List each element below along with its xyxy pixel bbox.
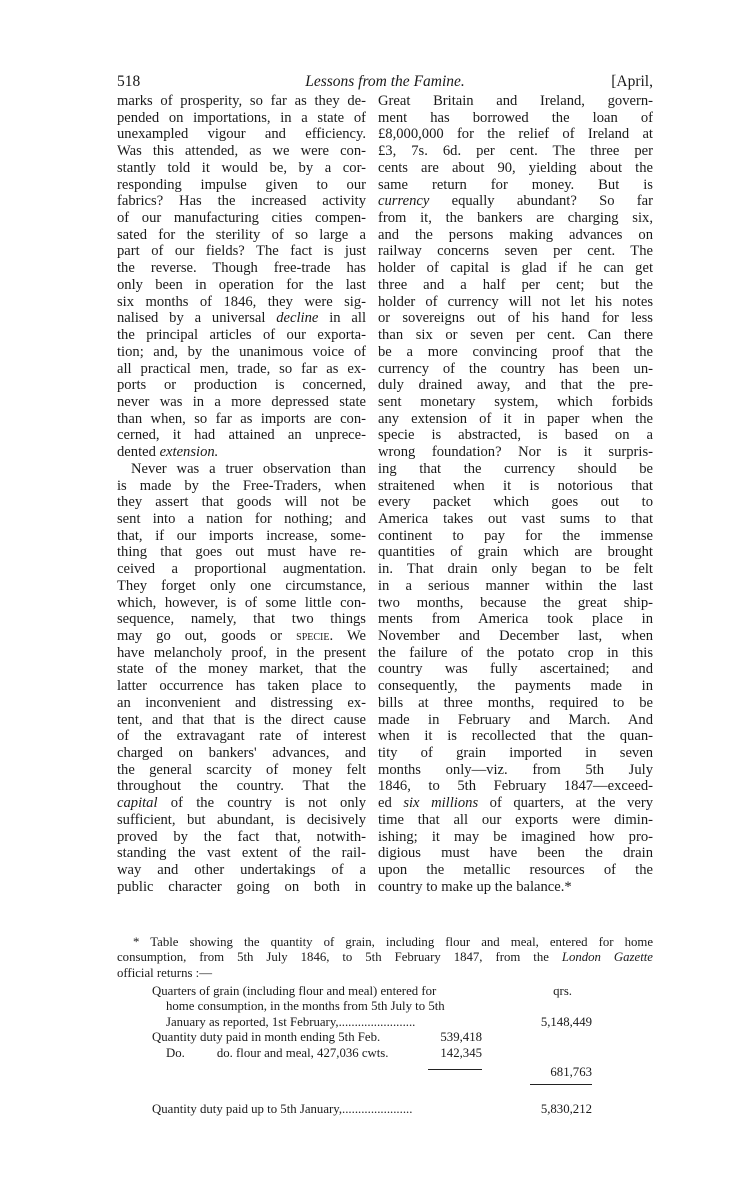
- text-line: throughout the country. That the: [117, 778, 366, 795]
- text-line: sequence, namely, that two things: [117, 611, 366, 628]
- text-line: way and other undertakings of a: [117, 862, 366, 879]
- table-row: [152, 1015, 592, 1030]
- text-line: [117, 444, 366, 461]
- text-line: quantities of grain which are brought: [378, 544, 653, 561]
- text-line: from it, the bankers are charging six,: [378, 210, 653, 227]
- text-line: only been in operation for the last: [117, 276, 366, 293]
- text-line: pended on importations, in a state of: [117, 109, 366, 126]
- text-span: ed: [378, 795, 404, 812]
- row-label: Do. do. flour and meal, 427,036 cwts.: [166, 1045, 389, 1060]
- text-line: time that all our exports were dimin-: [378, 811, 653, 828]
- text-line: bills at three months, required to be: [378, 694, 653, 711]
- text-line: ports or production is concerned,: [117, 377, 366, 394]
- text-line: part of our fields? The fact is just: [117, 243, 366, 260]
- text-line: £8,000,000 for the relief of Ireland at: [378, 126, 653, 143]
- text-line: than when, so far as imports are con-: [117, 410, 366, 427]
- footnote-line: * Table showing the quantity of grain, including flour and meal, entered for home: [133, 935, 653, 949]
- row-total: 681,763: [550, 1064, 592, 1079]
- italic-emphasis: six millions: [403, 795, 479, 812]
- text-line: They forget only one circumstance,: [117, 577, 366, 594]
- text-line: [378, 193, 653, 210]
- text-line: that, if our imports increase, some-: [117, 527, 366, 544]
- text-line: in. That drain only began to be felt: [378, 561, 653, 578]
- left-column: [117, 93, 366, 896]
- text-line: [378, 795, 653, 812]
- text-line: state of the money market, that the: [117, 661, 366, 678]
- table-row: [152, 1030, 592, 1045]
- text-line: ing that the currency should be: [378, 460, 653, 477]
- total-rule: [530, 1084, 592, 1085]
- text-span: of quarters, at the very: [478, 795, 653, 812]
- italic-emphasis: capital: [117, 795, 158, 812]
- text-line: tent, and that that is the direct cause: [117, 711, 366, 728]
- text-line: digious must have been the drain: [378, 845, 653, 862]
- table-row: [152, 984, 592, 999]
- table-row: [152, 1076, 592, 1102]
- text-line: wrong foundation? Nor is it surpris-: [378, 444, 653, 461]
- italic-emphasis: currency: [378, 193, 430, 210]
- text-line: 1846, to 5th February 1847—exceed-: [378, 778, 653, 795]
- text-line: Was this attended, as we were con-: [117, 143, 366, 160]
- text-line: ceived a proportional augmentation.: [117, 561, 366, 578]
- text-line: £3, 7s. 6d. per cent. The three per: [378, 143, 653, 160]
- text-line: America takes out vast sums to that: [378, 510, 653, 527]
- row-label: home consumption, in the months from 5th July to 5th: [166, 999, 445, 1014]
- text-line: all practical men, trade, so far as ex-: [117, 360, 366, 377]
- text-line: proved by the fact that, notwith-: [117, 828, 366, 845]
- footnote: [117, 935, 653, 981]
- text-line: sated for the sterility of so large a: [117, 226, 366, 243]
- table-row: [152, 999, 592, 1014]
- row-label: Quantity duty paid in month ending 5th Feb.: [152, 1030, 381, 1045]
- text-line: country to make up the balance.*: [378, 878, 572, 895]
- text-line: any extension of it in paper when the: [378, 410, 653, 427]
- text-line: every packet which goes out to: [378, 494, 653, 511]
- text-line: specie is abstracted, is based on a: [378, 427, 653, 444]
- text-line: country was fully ascertained; and: [378, 661, 653, 678]
- text-line: continent to pay for the immense: [378, 527, 653, 544]
- footnote-line: official returns :—: [117, 965, 213, 980]
- italic-emphasis: decline: [276, 310, 319, 327]
- text-line: than six or seven per cent. Can there: [378, 327, 653, 344]
- text-line: holder of capital is glad if he can get: [378, 260, 653, 277]
- text-line: six months of 1846, they were sig-: [117, 293, 366, 310]
- text-line: an inconvenient and distressing ex-: [117, 694, 366, 711]
- footnote-line: [117, 950, 653, 965]
- italic-emphasis: extension.: [159, 444, 219, 461]
- right-column: [378, 93, 653, 896]
- text-line: have melancholy proof, in the present: [117, 644, 366, 661]
- text-line: cerned, it had attained an unprece-: [117, 427, 366, 444]
- row-total: 5,148,449: [540, 1014, 592, 1029]
- text-line: [117, 795, 366, 812]
- row-subtotal: 539,418: [440, 1030, 482, 1045]
- text-line: sufficient, but abundant, is decisively: [117, 811, 366, 828]
- text-line: Great Britain and Ireland, govern-: [378, 93, 653, 109]
- text-line: responding impulse given to our: [117, 176, 366, 193]
- text-line: is made by the Free-Traders, when: [117, 477, 366, 494]
- page-number: 518: [117, 73, 141, 90]
- text-line: the general scarcity of money felt: [117, 761, 366, 778]
- grain-table: [152, 984, 592, 1118]
- text-line: ishing; it may be imagined how pro-: [378, 828, 653, 845]
- text-line: tity of grain imported in seven: [378, 745, 653, 762]
- text-line: charged on bankers' advances, and: [117, 745, 366, 762]
- table-row: [152, 1102, 592, 1117]
- text-line: railway concerns seven per cent. The: [378, 243, 653, 260]
- small-caps-emphasis: specie.: [296, 628, 334, 644]
- row-subtotal: 142,345: [440, 1045, 482, 1060]
- text-line: they assert that goods will not be: [117, 494, 366, 511]
- text-line: currency of the country has been un-: [378, 360, 653, 377]
- table-row: [152, 1061, 592, 1079]
- text-line: consequently, the payments made in: [378, 678, 653, 695]
- text-span: may go out, goods or: [117, 628, 297, 644]
- text-line: latter occurrence has taken place to: [117, 678, 366, 695]
- text-line: be a more convincing proof that the: [378, 343, 653, 360]
- text-line: marks of prosperity, so far as they de-: [117, 93, 366, 109]
- row-label: Quarters of grain (including flour and meal) entered for: [152, 984, 437, 998]
- text-line: fabrics? Has the increased activity: [117, 193, 366, 210]
- text-span: consumption, from 5th July 1846, to 5th February 1847, from the: [117, 950, 562, 965]
- running-month: [April,: [611, 73, 653, 90]
- text-line: in a serious manner within the last: [378, 577, 653, 594]
- source-title: London Gazette: [561, 950, 653, 965]
- text-line: thing that goes out must have re-: [117, 544, 366, 561]
- text-line: and the persons making advances on: [378, 226, 653, 243]
- text-span: equally abundant? So far: [429, 193, 653, 210]
- text-line: upon the metallic resources of the: [378, 862, 653, 879]
- text-line: sent monetary system, which forbids: [378, 393, 653, 410]
- text-line: tion; and, by the unanimous voice of: [117, 343, 366, 360]
- text-line: duly drained away, and that the pre-: [378, 377, 653, 394]
- running-title: Lessons from the Famine.: [305, 73, 465, 90]
- text-line: [117, 628, 366, 645]
- text-line: ment has borrowed the loan of: [378, 109, 653, 126]
- text-span: dented: [117, 444, 160, 461]
- text-line: public character going on both in: [117, 878, 366, 895]
- text-line: straitened when it is notorious that: [378, 477, 653, 494]
- text-line: ments from America took place in: [378, 611, 653, 628]
- text-line: of the extravagant rate of interest: [117, 728, 366, 745]
- text-line: November and December last, when: [378, 628, 653, 644]
- text-line: same return for money. But is: [378, 176, 653, 193]
- row-total: 5,830,212: [540, 1102, 592, 1117]
- text-line: which, however, is of some little con-: [117, 594, 366, 611]
- text-line: sent into a nation for nothing; and: [117, 510, 366, 527]
- text-span: nalised by a universal: [117, 310, 277, 327]
- text-line: unexampled vigour and efficiency.: [117, 126, 366, 143]
- paragraph-start: Never was a truer observation than: [131, 460, 366, 477]
- text-line: the failure of the potato crop in this: [378, 644, 653, 661]
- text-span: in all: [318, 310, 366, 327]
- running-head: [117, 73, 653, 93]
- table-row: [152, 1046, 592, 1061]
- row-label: Quantity duty paid up to 5th January,......................: [152, 1102, 413, 1117]
- text-line: the principal articles of our exporta-: [117, 327, 366, 344]
- text-span: We: [333, 628, 366, 644]
- text-line: three and a half per cent; but the: [378, 276, 653, 293]
- text-line: of our manufacturing cities compen-: [117, 210, 366, 227]
- text-line: holder of currency will not let his notes: [378, 293, 653, 310]
- row-label: January as reported, 1st February,........................: [166, 1014, 416, 1029]
- text-line: two months, because the great ship-: [378, 594, 653, 611]
- text-line: stantly told it would be, by a cor-: [117, 159, 366, 176]
- text-line: made in February and March. And: [378, 711, 653, 728]
- unit-header: qrs.: [553, 984, 572, 998]
- text-line: months only—viz. from 5th July: [378, 761, 653, 778]
- text-line: cents are about 90, yielding about the: [378, 159, 653, 176]
- text-line: or sovereigns out of his hand for less: [378, 310, 653, 327]
- text-span: of the country is not only: [157, 795, 366, 812]
- text-line: standing the vast extent of the rail-: [117, 845, 366, 862]
- text-line: the reverse. Though free-trade has: [117, 260, 366, 277]
- text-line: [117, 310, 366, 327]
- text-line: never was in a more depressed state: [117, 393, 366, 410]
- subtotal-rule: [428, 1069, 482, 1070]
- text-line: when it is recollected that the quan-: [378, 728, 653, 745]
